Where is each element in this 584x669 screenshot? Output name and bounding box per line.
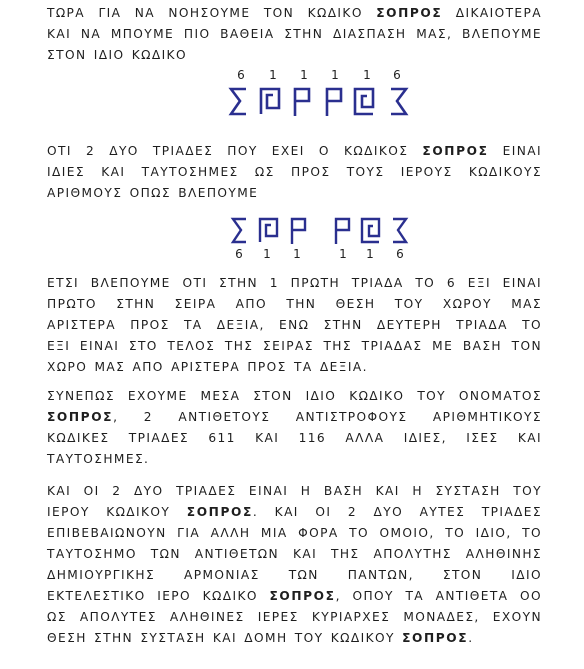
bottom-digits-row bbox=[0, 247, 584, 263]
text-line: ΙΕΡΟΥ ΚΩΔΙΚΟΥ ΣΟΠΡΟΣ. ΚΑΙ ΟΙ 2 ΔΥΟ ΑΥΤΕΣ ΤΡΙΑΔΕΣ bbox=[47, 505, 542, 519]
text-line: ΤΑΥΤΟΣΗΜΕΣ. bbox=[47, 452, 150, 466]
digit: 1 bbox=[339, 247, 347, 261]
square-spiral-glyph-icon bbox=[261, 89, 279, 114]
text-line: ΣΟΠΡΟΣ, 2 ΑΝΤΙΘΕΤΟΥΣ ΑΝΤΙΣΤΡΟΦΟΥΣ ΑΡΙΘΜΗΤΙΚΟΥΣ bbox=[47, 410, 542, 424]
text-line: ΟΤΙ 2 ΔΥΟ ΤΡΙΑΔΕΣ ΠΟΥ ΕΧΕΙ Ο ΚΩΔΙΚΟΣ ΣΟΠΡΟΣ ΕΙΝΑΙ bbox=[47, 144, 542, 158]
text-line: ΔΗΜΙΟΥΡΓΙΚΗΣ ΑΡΜΟΝΙΑΣ ΤΩΝ ΠΑΝΤΩΝ, ΣΤΟΝ ΙΔΙΟ bbox=[47, 568, 542, 582]
digit: 1 bbox=[263, 247, 271, 261]
digit: 6 bbox=[393, 68, 401, 82]
digit: 1 bbox=[293, 247, 301, 261]
basis-paragraph bbox=[47, 481, 542, 649]
first-triad-paragraph bbox=[47, 273, 542, 378]
text-line: ΠΡΩΤΟ ΣΤΗΝ ΣΕΙΡΑ ΑΠΟ ΤΗΝ ΘΕΣΗ ΤΟΥ ΧΩΡΟΥ ΜΑΣ bbox=[47, 297, 542, 311]
text-line: ΙΔΙΕΣ ΚΑΙ ΤΑΥΤΟΣΗΜΕΣ ΩΣ ΠΡΟΣ ΤΟΥΣ ΙΕΡΟΥΣ ΚΩΔΙΚΟΥΣ bbox=[47, 165, 542, 179]
digit: 1 bbox=[269, 68, 277, 82]
text-line: ΕΤΣΙ ΒΛΕΠΟΥΜΕ ΟΤΙ ΣΤΗΝ 1 ΠΡΩΤΗ ΤΡΙΑΔΑ ΤΟ 6 ΕΞΙ ΕΙΝΑΙ bbox=[47, 276, 542, 290]
text-line: ΩΣ ΑΠΟΛΥΤΕΣ ΑΛΗΘΙΝΕΣ ΙΕΡΕΣ ΚΥΡΙΑΡΧΕΣ ΜΟΝΑΔΕΣ, ΕΧΟΥΝ bbox=[47, 610, 542, 624]
digit: 6 bbox=[237, 68, 245, 82]
digit: 1 bbox=[331, 68, 339, 82]
digit: 1 bbox=[300, 68, 308, 82]
text-line: ΑΡΙΘΜΟΥΣ ΟΠΩΣ ΒΛΕΠΟΥΜΕ bbox=[47, 186, 259, 200]
square-spiral-glyph-icon bbox=[355, 89, 373, 114]
rho-glyph-icon bbox=[336, 219, 349, 244]
intro-paragraph bbox=[47, 3, 542, 66]
sigma-glyph-icon bbox=[231, 89, 246, 114]
text-line: ΣΤΟΝ ΙΔΙΟ ΚΩΔΙΚΟ bbox=[47, 48, 187, 62]
text-line: ΤΩΡΑ ΓΙΑ ΝΑ ΝΟΗΣΟΥΜΕ ΤΟΝ ΚΩΔΙΚΟ ΣΟΠΡΟΣ ΔΙΚΑΙΟΤΕΡΑ bbox=[47, 6, 543, 20]
text-line: ΕΚΤΕΛΕΣΤΙΚΟ ΙΕΡΟ ΚΩΔΙΚΟ ΣΟΠΡΟΣ, ΟΠΟΥ ΤΑ ΑΝΤΙΘΕΤΑ ΟΟ bbox=[47, 589, 542, 603]
text-line: ΕΠΙΒΕΒΑΙΩΝΟΥΝ ΓΙΑ ΑΛΛΗ ΜΙΑ ΦΟΡΑ ΤΟ ΟΜΟΙΟ, ΤΟ ΙΔΙΟ, ΤΟ bbox=[47, 526, 542, 540]
text-line: ΤΑΥΤΟΣΗΜΟ ΤΩΝ ΑΝΤΙΘΕΤΩΝ ΚΑΙ ΤΗΣ ΑΠΟΛΥΤΗΣ ΑΛΗΘΙΝΗΣ bbox=[47, 547, 542, 561]
text-line: ΘΕΣΗ ΣΤΗΝ ΣΥΣΤΑΣΗ ΚΑΙ ΔΟΜΗ ΤΟΥ ΚΩΔΙΚΟΥ ΣΟΠΡΟΣ. bbox=[47, 631, 474, 645]
sigma-glyph-icon bbox=[233, 219, 246, 242]
top-digits-row bbox=[0, 68, 584, 84]
rho-glyph-icon bbox=[327, 89, 341, 116]
text-line: ΑΡΙΣΤΕΡΑ ΠΡΟΣ ΤΑ ΔΕΞΙΑ, ΕΝΩ ΣΤΗΝ ΔΕΥΤΕΡΗ ΤΡΙΑΔΑ ΤΟ bbox=[47, 318, 542, 332]
text-line: ΚΑΙ ΟΙ 2 ΔΥΟ ΤΡΙΑΔΕΣ ΕΙΝΑΙ Η ΒΑΣΗ ΚΑΙ Η ΣΥΣΤΑΣΗ ΤΟΥ bbox=[47, 484, 542, 498]
square-spiral-glyph-icon bbox=[260, 219, 277, 242]
sopros-glyph-code bbox=[228, 86, 414, 118]
sopros-split-glyph-code bbox=[230, 216, 410, 246]
triads-paragraph bbox=[47, 141, 542, 204]
consequently-paragraph bbox=[47, 386, 542, 470]
rho-glyph-icon bbox=[295, 89, 309, 116]
sigma-glyph-icon bbox=[393, 219, 406, 242]
text-line: ΣΥΝΕΠΩΣ ΕΧΟΥΜΕ ΜΕΣΑ ΣΤΟΝ ΙΔΙΟ ΚΩΔΙΚΟ ΤΟΥ ΟΝΟΜΑΤΟΣ bbox=[47, 389, 542, 403]
rho-glyph-icon bbox=[292, 219, 305, 244]
digit: 6 bbox=[396, 247, 404, 261]
text-line: ΧΩΡΟ ΜΑΣ ΑΠΟ ΑΡΙΣΤΕΡΑ ΠΡΟΣ ΤΑ ΔΕΞΙΑ. bbox=[47, 360, 368, 374]
text-line: ΚΑΙ ΝΑ ΜΠΟΥΜΕ ΠΙΟ ΒΑΘΕΙΑ ΣΤΗΝ ΔΙΑΣΠΑΣΗ ΜΑΣ, ΒΛΕΠΟΥΜΕ bbox=[47, 27, 542, 41]
digit: 6 bbox=[235, 247, 243, 261]
digit: 1 bbox=[363, 68, 371, 82]
text-line: ΚΩΔΙΚΕΣ ΤΡΙΑΔΕΣ 611 ΚΑΙ 116 ΑΛΛΑ ΙΔΙΕΣ, ΙΣΕΣ ΚΑΙ bbox=[47, 431, 542, 445]
text-line: ΕΞΙ ΕΙΝΑΙ ΣΤΟ ΤΕΛΟΣ ΤΗΣ ΣΕΙΡΑΣ ΤΗΣ ΤΡΙΑΔΑΣ ΜΕ ΒΑΣΗ ΤΟΝ bbox=[47, 339, 542, 353]
digit: 1 bbox=[366, 247, 374, 261]
square-spiral-glyph-icon bbox=[362, 219, 379, 242]
sigma-glyph-icon bbox=[391, 89, 406, 114]
